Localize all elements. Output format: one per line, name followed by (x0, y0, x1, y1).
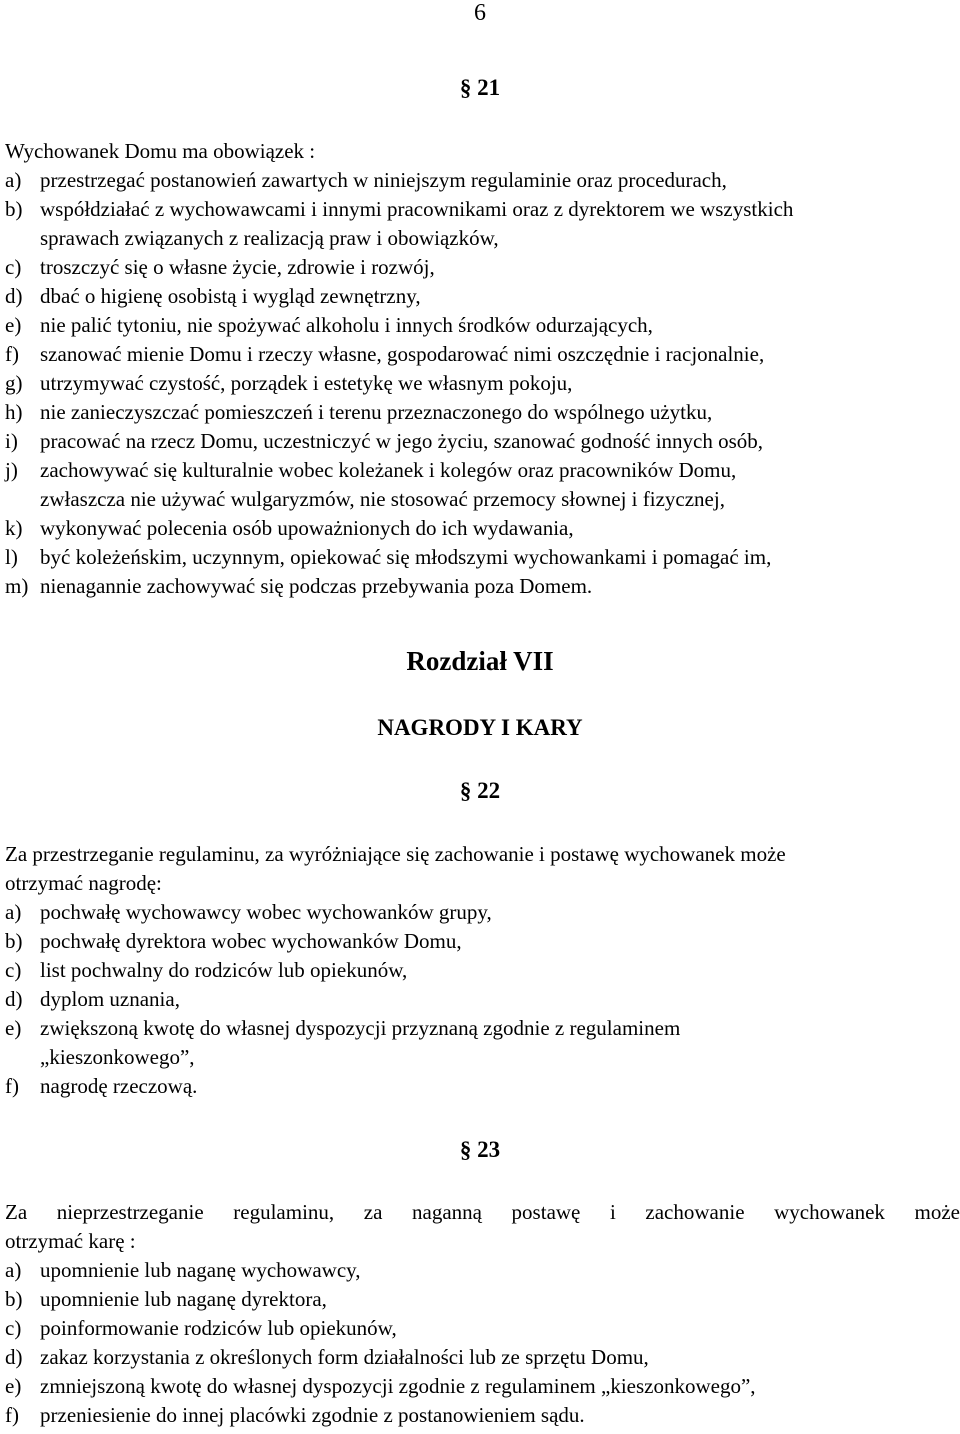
section-22-intro-line-2: otrzymać nagrodę: (5, 871, 162, 895)
list-item (5, 369, 960, 398)
list-item (5, 1072, 960, 1101)
list-item-line: nie zanieczyszczać pomieszczeń i terenu przeznaczonego do wspólnego użytku, (40, 400, 713, 424)
section-23-body (5, 1198, 960, 1430)
list-item (5, 282, 960, 311)
list-item (5, 898, 960, 927)
list-item-text (40, 1314, 960, 1343)
list-item (5, 1285, 960, 1314)
list-item-text (40, 456, 960, 514)
list-item-text (40, 543, 960, 572)
section-21-heading (0, 73, 960, 103)
list-item (5, 572, 960, 601)
chapter-subtitle: NAGRODY I KARY (377, 715, 583, 740)
list-item-text (40, 427, 960, 456)
list-marker: m) (5, 574, 29, 598)
section-21-body (5, 137, 960, 601)
list-item-line: zakaz korzystania z określonych form działalności lub ze sprzętu Domu, (40, 1345, 649, 1369)
section-22-intro-line-1: Za przestrzeganie regulaminu, za wyróżniające się zachowanie i postawę wychowanek może (5, 842, 786, 866)
list-item-text (40, 282, 960, 311)
list-item-line: wykonywać polecenia osób upoważnionych do ich wydawania, (40, 516, 574, 540)
list-marker: j) (5, 458, 18, 482)
list-item (5, 985, 960, 1014)
section-mark: § 21 (459, 75, 501, 100)
list-item-text (40, 927, 960, 956)
list-item-line: pracować na rzecz Domu, uczestniczyć w jego życiu, szanować godność innych osób, (40, 429, 764, 453)
list-item-line: przeniesienie do innej placówki zgodnie z postanowieniem sądu. (40, 1403, 585, 1427)
list-marker: e) (5, 313, 22, 337)
list-marker: f) (5, 342, 19, 366)
list-item-line: utrzymywać czystość, porządek i estetykę we własnym pokoju, (40, 371, 573, 395)
list-item-line: zmniejszoną kwotę do własnej dyspozycji zgodnie z regulaminem „kieszonkowego”, (40, 1374, 756, 1398)
list-item-text (40, 1285, 960, 1314)
section-21-intro: Wychowanek Domu ma obowiązek : (5, 139, 316, 163)
list-item-line: dbać o higienę osobistą i wygląd zewnętrzny, (40, 284, 421, 308)
list-item-line: nie palić tytoniu, nie spożywać alkoholu i innych środków odurzających, (40, 313, 653, 337)
list-marker: c) (5, 958, 22, 982)
list-item-line: list pochwalny do rodziców lub opiekunów, (40, 958, 408, 982)
list-marker: b) (5, 1287, 23, 1311)
list-marker: e) (5, 1016, 22, 1040)
list-marker: f) (5, 1074, 19, 1098)
list-item-line: dyplom uznania, (40, 987, 180, 1011)
list-item-text (40, 398, 960, 427)
section-21-list (5, 166, 960, 601)
list-item-text (40, 572, 960, 601)
list-item (5, 456, 960, 514)
list-item (5, 514, 960, 543)
list-item-text (40, 1014, 960, 1072)
section-22-list (5, 898, 960, 1101)
list-marker: k) (5, 516, 23, 540)
list-marker: f) (5, 1403, 19, 1427)
list-marker: g) (5, 371, 23, 395)
list-item-line: nienagannie zachowywać się podczas przebywania poza Domem. (40, 574, 593, 598)
list-item-line: upomnienie lub naganę wychowawcy, (40, 1258, 361, 1282)
list-item (5, 543, 960, 572)
chapter-title: Rozdział VII (406, 646, 554, 676)
list-marker: c) (5, 255, 22, 279)
list-marker: i) (5, 429, 18, 453)
list-item-text (40, 985, 960, 1014)
list-marker: d) (5, 987, 23, 1011)
list-item-line: „kieszonkowego”, (40, 1045, 195, 1069)
list-item (5, 1014, 960, 1072)
list-item (5, 195, 960, 253)
list-marker: e) (5, 1374, 22, 1398)
list-item-line: przestrzegać postanowień zawartych w niniejszym regulaminie oraz procedurach, (40, 168, 727, 192)
list-item (5, 1314, 960, 1343)
list-item-line: współdziałać z wychowawcami i innymi pracownikami oraz z dyrektorem we wszystkich (40, 197, 794, 221)
section-mark: § 22 (459, 778, 501, 803)
section-22-heading (0, 776, 960, 806)
list-item (5, 956, 960, 985)
list-item-text (40, 956, 960, 985)
list-marker: d) (5, 284, 23, 308)
list-item (5, 1256, 960, 1285)
section-23-list (5, 1256, 960, 1430)
list-item (5, 398, 960, 427)
list-item-line: zwłaszcza nie używać wulgaryzmów, nie stosować przemocy słownej i fizycznej, (40, 487, 725, 511)
list-item-line: zachowywać się kulturalnie wobec koleżanek i kolegów oraz pracowników Domu, (40, 458, 737, 482)
list-item-text (40, 166, 960, 195)
list-marker: d) (5, 1345, 23, 1369)
list-item (5, 1401, 960, 1430)
list-item-line: troszczyć się o własne życie, zdrowie i rozwój, (40, 255, 435, 279)
list-item (5, 427, 960, 456)
list-item-text (40, 340, 960, 369)
section-23-heading (0, 1135, 960, 1165)
list-item-text (40, 1343, 960, 1372)
list-item-text (40, 1072, 960, 1101)
list-item (5, 253, 960, 282)
list-item-line: poinformowanie rodziców lub opiekunów, (40, 1316, 397, 1340)
list-marker: a) (5, 900, 22, 924)
list-marker: a) (5, 1258, 22, 1282)
list-item (5, 1343, 960, 1372)
page-number: 6 (474, 0, 486, 26)
list-item-text (40, 1372, 960, 1401)
list-item-text (40, 514, 960, 543)
list-item (5, 340, 960, 369)
list-item-text (40, 1256, 960, 1285)
section-22-body (5, 840, 960, 1101)
section-23-intro-line-1: Za nieprzestrzeganie regulaminu, za naganną postawę i zachowanie wychowanek może (5, 1200, 960, 1224)
section-mark: § 23 (459, 1137, 501, 1162)
list-item-text (40, 311, 960, 340)
section-23-intro-line-2: otrzymać karę : (5, 1229, 136, 1253)
list-item-text (40, 898, 960, 927)
list-item (5, 927, 960, 956)
list-item-line: nagrodę rzeczową. (40, 1074, 198, 1098)
list-item (5, 166, 960, 195)
list-item-line: zwiększoną kwotę do własnej dyspozycji przyznaną zgodnie z regulaminem (40, 1016, 681, 1040)
list-item-line: pochwałę dyrektora wobec wychowanków Domu, (40, 929, 462, 953)
list-marker: l) (5, 545, 18, 569)
list-marker: a) (5, 168, 22, 192)
list-item-text (40, 253, 960, 282)
list-item-text (40, 1401, 960, 1430)
list-item-line: być koleżeńskim, uczynnym, opiekować się młodszymi wychowankami i pomagać im, (40, 545, 772, 569)
list-item-line: szanować mienie Domu i rzeczy własne, gospodarować nimi oszczędnie i racjonalnie, (40, 342, 765, 366)
list-item-line: sprawach związanych z realizacją praw i obowiązków, (40, 226, 499, 250)
list-item-text (40, 369, 960, 398)
list-marker: b) (5, 197, 23, 221)
list-item-line: pochwałę wychowawcy wobec wychowanków grupy, (40, 900, 492, 924)
list-item (5, 1372, 960, 1401)
list-item-text (40, 195, 960, 253)
list-marker: h) (5, 400, 23, 424)
list-item-line: upomnienie lub naganę dyrektora, (40, 1287, 327, 1311)
list-item (5, 311, 960, 340)
list-marker: c) (5, 1316, 22, 1340)
list-marker: b) (5, 929, 23, 953)
